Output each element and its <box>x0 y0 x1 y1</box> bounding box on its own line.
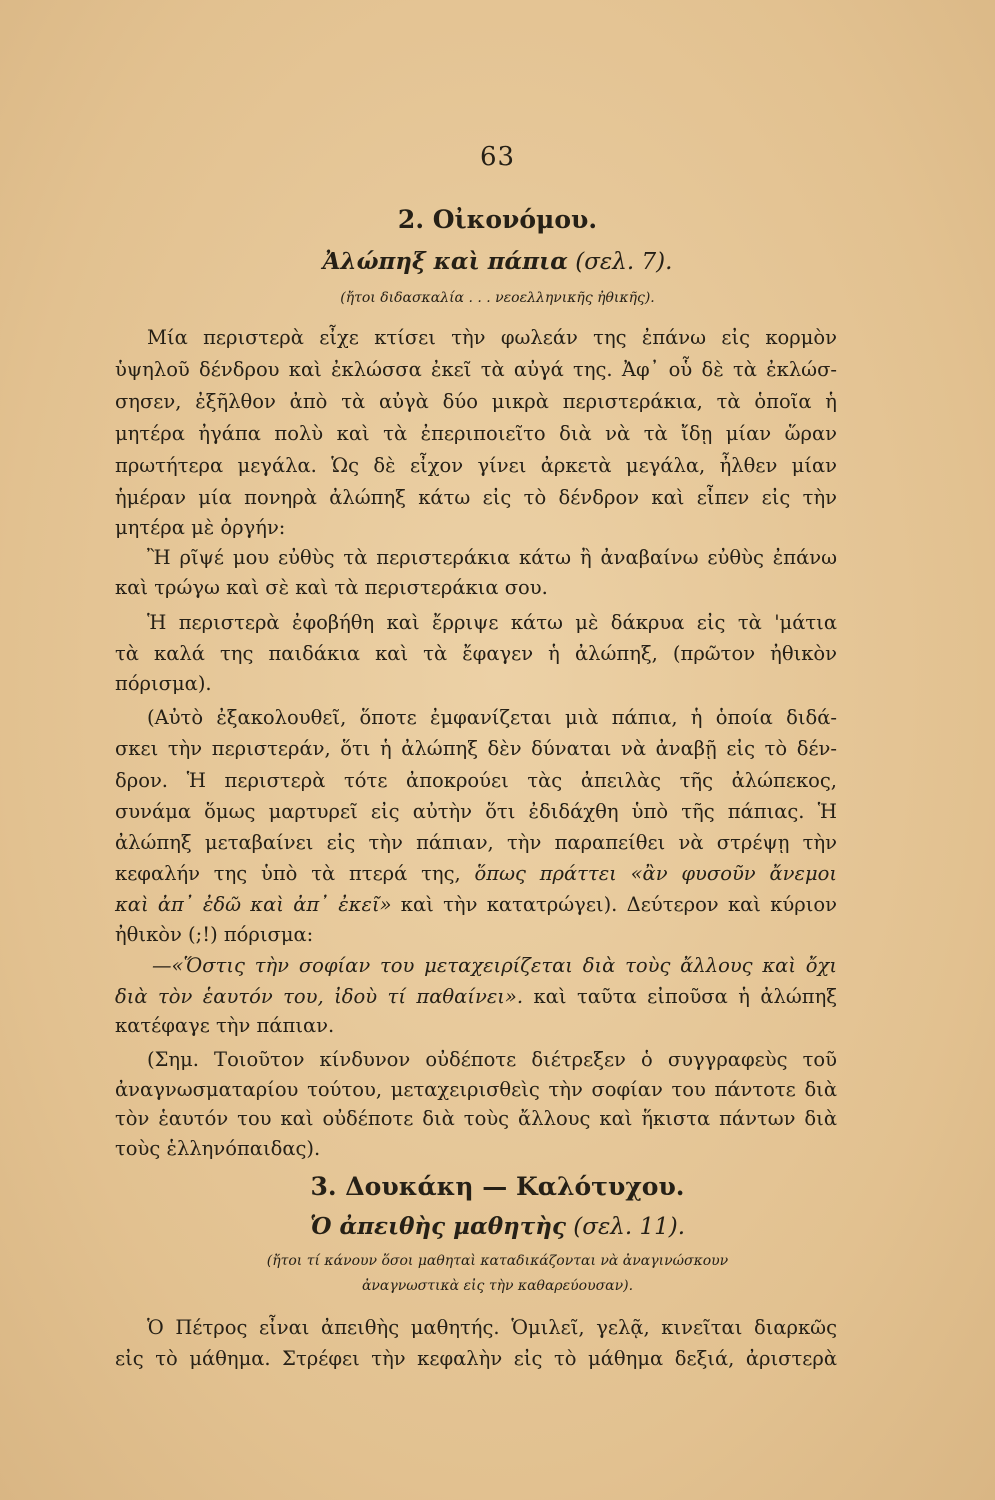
note-line: τοὺς ἑλληνόπαιδας). <box>115 1137 321 1160</box>
text-line: Ἡ περιστερὰ ἐφοβήθη καὶ ἔρριψε κάτω μὲ δάκρυα εἰς τὰ 'μάτια <box>147 611 837 634</box>
text-line: Ἢ ρῖψέ μου εὐθὺς τὰ περιστεράκια κάτω ἢ ἀναβαίνω εὐθὺς ἐπάνω <box>147 546 837 569</box>
text-line: συνάμα ὅμως μαρτυρεῖ εἰς αὐτὴν ὅτι ἐδιδάχθη ὑπὸ τῆς πάπιας. Ἡ <box>115 800 837 823</box>
text-line: (Αὐτὸ ἐξακολουθεῖ, ὅποτε ἐμφανίζεται μιὰ πάπια, ἡ ὁποία διδά- <box>147 706 837 729</box>
italic-quote: διὰ τὸν ἑαυτόν του, ἰδοὺ τί παθαίνει». <box>115 985 524 1008</box>
text-line: μητέρα μὲ ὀργήν: <box>115 516 286 539</box>
text-line: σησεν, ἐξῆλθον ἀπὸ τὰ αὐγὰ δύο μικρὰ περιστεράκια, τὰ ὁποῖα ἡ <box>115 390 837 413</box>
text-line: ἡμέραν μία πονηρὰ ἀλώπηξ κάτω εἰς τὸ δένδρον καὶ εἶπεν εἰς τὴν <box>115 486 837 509</box>
text-line <box>115 892 837 918</box>
text-line: μητέρα ἠγάπα πολὺ καὶ τὰ ἐπεριποιεῖτο διὰ νὰ τὰ ἴδῃ μίαν ὥραν <box>115 422 837 445</box>
text-line <box>115 861 837 887</box>
section-3-subnote-line1: (ἤτοι τί κάνουν ὅσοι μαθηταὶ καταδικάζονται νὰ ἀναγινώσκουν <box>266 1253 729 1269</box>
italic-quote: ὅπως πράττει «ἂν φυσοῦν ἄνεμοι <box>474 862 837 885</box>
text-line: ἠθικὸν (;!) πόρισμα: <box>115 923 314 946</box>
section-2-title-ref: (σελ. 7). <box>575 249 673 275</box>
italic-quote: καὶ ἀπ᾿ ἐδῶ καὶ ἀπ᾿ ἐκεῖ» <box>115 893 392 916</box>
section-3-subnote-line2: ἀναγνωστικὰ εἰς τὴν καθαρεύουσαν). <box>361 1278 634 1294</box>
text-line: καὶ τρώγω καὶ σὲ καὶ τὰ περιστεράκια σου. <box>115 576 548 599</box>
section-3-title <box>0 1213 995 1240</box>
text-segment: καὶ ταῦτα εἰποῦσα ἡ ἀλώπηξ <box>523 985 838 1008</box>
text-line: τὰ καλά της παιδάκια καὶ τὰ ἔφαγεν ἡ ἀλώπηξ, (πρῶτον ἠθικὸν <box>115 642 837 665</box>
section-2-heading: 2. Οἰκονόμου. <box>397 205 598 234</box>
text-line <box>115 984 837 1010</box>
section-2-title <box>0 248 995 275</box>
section-3-title-main: Ὁ ἀπειθὴς μαθητὴς <box>309 1213 566 1240</box>
text-line: εἰς τὸ μάθημα. Στρέφει τὴν κεφαλὴν εἰς τὸ μάθημα δεξιά, ἀριστερὰ <box>115 1347 837 1370</box>
note-line: ἀναγνωσματαρίου τούτου, μεταχειρισθεὶς τὴν σοφίαν του πάντοτε διὰ <box>115 1078 837 1101</box>
text-segment: κεφαλήν της ὑπὸ τὰ πτερά της, <box>115 862 475 885</box>
text-line: ἀλώπηξ μεταβαίνει εἰς τὴν πάπιαν, τὴν παραπείθει νὰ στρέψῃ τὴν <box>115 831 837 854</box>
section-2-title-main: Ἀλώπηξ καὶ πάπια <box>322 248 568 275</box>
text-line: πόρισμα). <box>115 672 212 695</box>
note-line: (Σημ. Τοιοῦτον κίνδυνον οὐδέποτε διέτρεξεν ὁ συγγραφεὺς τοῦ <box>147 1048 837 1071</box>
text-line: ὑψηλοῦ δένδρου καὶ ἐκλώσσα ἐκεῖ τὰ αὐγά της. Ἀφ᾿ οὗ δὲ τὰ ἐκλώσ- <box>115 358 837 381</box>
section-3-heading: 3. Δουκάκη — Καλότυχου. <box>310 1172 685 1201</box>
text-line: Μία περιστερὰ εἶχε κτίσει τὴν φωλεάν της ἐπάνω εἰς κορμὸν <box>147 326 837 349</box>
section-3-title-ref: (σελ. 11). <box>573 1214 686 1240</box>
note-line: τὸν ἑαυτόν του καὶ οὐδέποτε διὰ τοὺς ἄλλους καὶ ἥκιστα πάντων διὰ <box>115 1107 837 1130</box>
page-number: 63 <box>479 142 516 172</box>
text-line: δρον. Ἡ περιστερὰ τότε ἀποκρούει τὰς ἀπειλὰς τῆς ἀλώπεκος, <box>115 769 837 792</box>
section-2-subnote: (ἤτοι διδασκαλία . . . νεοελληνικῆς ἠθικῆς). <box>340 290 655 306</box>
text-line: πρωτήτερα μεγάλα. Ὡς δὲ εἶχον γίνει ἀρκετὰ μεγάλα, ἦλθεν μίαν <box>115 454 837 477</box>
text-segment: καὶ τὴν κατατρώγει). Δεύτερον καὶ κύριον <box>391 893 837 916</box>
text-line: Ὁ Πέτρος εἶναι ἀπειθὴς μαθητής. Ὁμιλεῖ, γελᾷ, κινεῖται διαρκῶς <box>147 1316 837 1339</box>
moral-quote-line: —«Ὅστις τὴν σοφίαν του μεταχειρίζεται διὰ τοὺς ἄλλους καὶ ὄχι <box>152 954 837 977</box>
text-line: σκει τὴν περιστεράν, ὅτι ἡ ἀλώπηξ δὲν δύναται νὰ ἀναβῇ εἰς τὸ δέν- <box>115 737 837 760</box>
text-line: κατέφαγε τὴν πάπιαν. <box>115 1014 335 1037</box>
